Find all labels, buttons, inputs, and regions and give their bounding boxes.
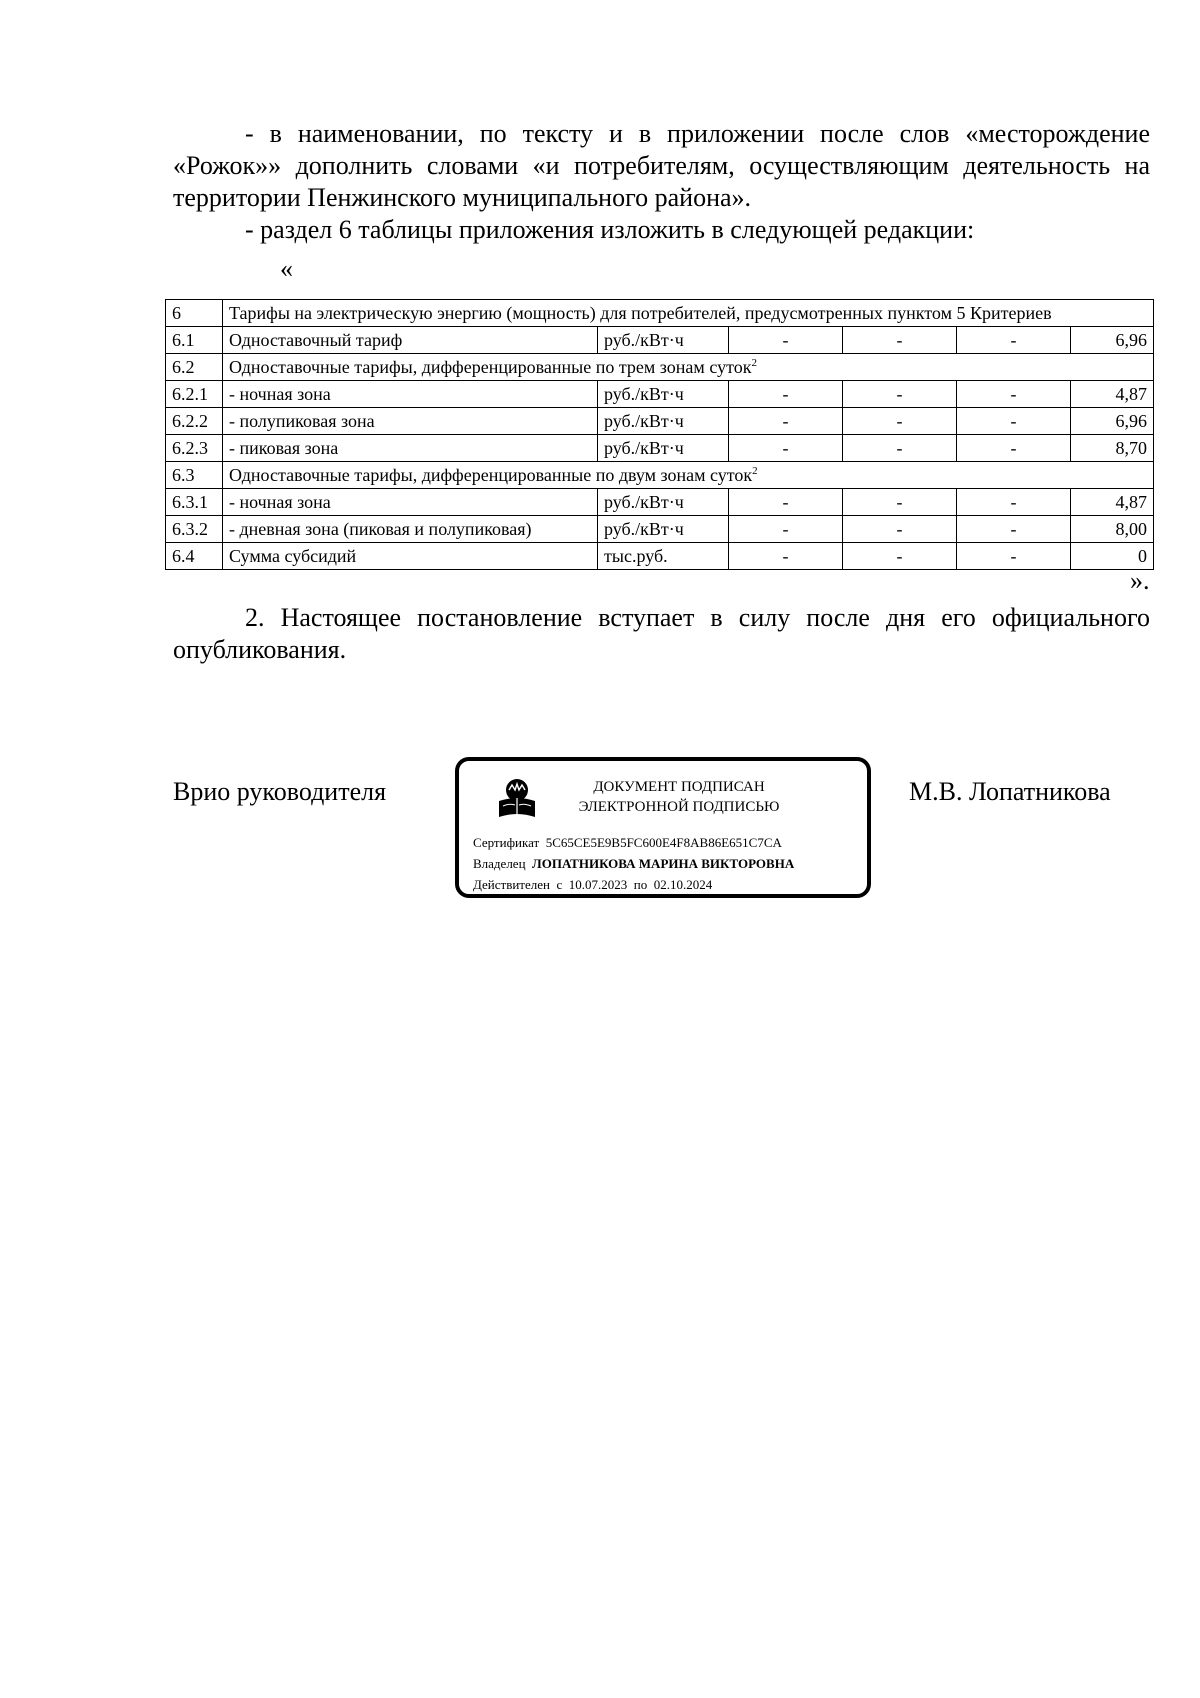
row-name: - ночная зона <box>223 489 598 516</box>
table-row <box>166 354 1154 381</box>
row-number: 6.3.2 <box>166 516 223 543</box>
row-cell-2: - <box>843 489 957 516</box>
group-title-text: Одноставочные тарифы, дифференцированные по трем зонам суток <box>229 357 752 377</box>
row-cell-2: - <box>843 327 957 354</box>
row-number: 6.2.3 <box>166 435 223 462</box>
certificate-label: Сертификат <box>473 835 540 850</box>
row-number: 6.1 <box>166 327 223 354</box>
row-cell-2: - <box>843 408 957 435</box>
valid-to-label: по <box>633 877 648 892</box>
table-header-row <box>166 300 1154 327</box>
section-instruction: - раздел 6 таблицы приложения изложить в следующей редакции: <box>245 215 975 244</box>
table-row <box>166 408 1154 435</box>
row-unit: руб./кВт·ч <box>598 327 729 354</box>
table-row <box>166 381 1154 408</box>
tariff-table-body <box>166 300 1154 570</box>
coat-of-arms-icon <box>495 777 539 821</box>
row-unit: руб./кВт·ч <box>598 408 729 435</box>
row-cell-3: - <box>957 408 1071 435</box>
row-unit: руб./кВт·ч <box>598 489 729 516</box>
row-cell-1: - <box>729 489 843 516</box>
row-cell-1: - <box>729 381 843 408</box>
row-unit: руб./кВт·ч <box>598 435 729 462</box>
row-cell-1: - <box>729 327 843 354</box>
row-value: 4,87 <box>1071 489 1154 516</box>
table-row <box>166 516 1154 543</box>
row-number: 6.3.1 <box>166 489 223 516</box>
row-cell-1: - <box>729 408 843 435</box>
owner-label: Владелец <box>473 856 526 871</box>
table-row <box>166 462 1154 489</box>
row-cell-1: - <box>729 543 843 570</box>
row-cell-2: - <box>843 516 957 543</box>
row-name: Одноставочный тариф <box>223 327 598 354</box>
row-name: - ночная зона <box>223 381 598 408</box>
row-name: - пиковая зона <box>223 435 598 462</box>
amendment-paragraph: - в наименовании, по тексту и в приложении после слов «месторождение «Рожок»» дополнить словами «и потребителям, осуществляющим деятельность на территории Пенжинского муниципального района». <box>173 119 1150 212</box>
valid-from-date: 10.07.2023 <box>568 877 628 892</box>
row-value: 8,70 <box>1071 435 1154 462</box>
row-cell-2: - <box>843 435 957 462</box>
row-name: Сумма субсидий <box>223 543 598 570</box>
row-cell-1: - <box>729 516 843 543</box>
row-number: 6.2.2 <box>166 408 223 435</box>
table-row <box>166 327 1154 354</box>
row-cell-3: - <box>957 435 1071 462</box>
row-cell-3: - <box>957 327 1071 354</box>
row-name: - полупиковая зона <box>223 408 598 435</box>
row-unit: руб./кВт·ч <box>598 381 729 408</box>
section-title: Тарифы на электрическую энергию (мощность) для потребителей, предусмотренных пунктом 5 Критериев <box>223 300 1154 327</box>
section-number: 6 <box>166 300 223 327</box>
row-value: 8,00 <box>1071 516 1154 543</box>
row-cell-2: - <box>843 381 957 408</box>
stamp-owner-line <box>473 856 794 872</box>
row-value: 4,87 <box>1071 381 1154 408</box>
row-cell-3: - <box>957 516 1071 543</box>
valid-from-label: с <box>556 877 563 892</box>
electronic-signature-stamp <box>455 757 871 898</box>
row-cell-1: - <box>729 435 843 462</box>
footnote-mark: 2 <box>752 465 758 477</box>
row-cell-3: - <box>957 381 1071 408</box>
signatory-name: М.В. Лопатникова <box>909 777 1111 806</box>
valid-label: Действителен <box>473 877 550 892</box>
stamp-title-line1: ДОКУМЕНТ ПОДПИСАН <box>593 779 765 795</box>
row-name: - дневная зона (пиковая и полупиковая) <box>223 516 598 543</box>
row-unit: тыс.руб. <box>598 543 729 570</box>
group-title-text: Одноставочные тарифы, дифференцированные по двум зонам суток <box>229 465 753 485</box>
row-group-title <box>223 462 1154 489</box>
tariff-table <box>165 299 1154 570</box>
row-number: 6.3 <box>166 462 223 489</box>
row-cell-3: - <box>957 543 1071 570</box>
owner-name: ЛОПАТНИКОВА МАРИНА ВИКТОРОВНА <box>532 856 795 871</box>
row-value: 6,96 <box>1071 408 1154 435</box>
table-row <box>166 435 1154 462</box>
row-number: 6.2.1 <box>166 381 223 408</box>
row-cell-3: - <box>957 489 1071 516</box>
signatory-position: Врио руководителя <box>173 777 387 806</box>
row-value: 6,96 <box>1071 327 1154 354</box>
valid-to-date: 02.10.2024 <box>653 877 713 892</box>
certificate-number: 5C65CE5E9B5FC600E4F8AB86E651C7CA <box>545 835 782 850</box>
closing-quote: ». <box>1130 566 1150 595</box>
effective-clause: 2. Настоящее постановление вступает в силу после дня его официального опубликования. <box>173 603 1150 664</box>
table-row <box>166 543 1154 570</box>
opening-quote: « <box>280 254 293 283</box>
stamp-title-line2: ЭЛЕКТРОННОЙ ПОДПИСЬЮ <box>578 799 780 815</box>
row-number: 6.2 <box>166 354 223 381</box>
row-cell-2: - <box>843 543 957 570</box>
table-row <box>166 489 1154 516</box>
footnote-mark: 2 <box>751 357 757 369</box>
stamp-validity-line <box>473 877 712 893</box>
row-unit: руб./кВт·ч <box>598 516 729 543</box>
row-value: 0 <box>1071 543 1154 570</box>
row-number: 6.4 <box>166 543 223 570</box>
row-group-title <box>223 354 1154 381</box>
stamp-certificate-line <box>473 835 782 851</box>
